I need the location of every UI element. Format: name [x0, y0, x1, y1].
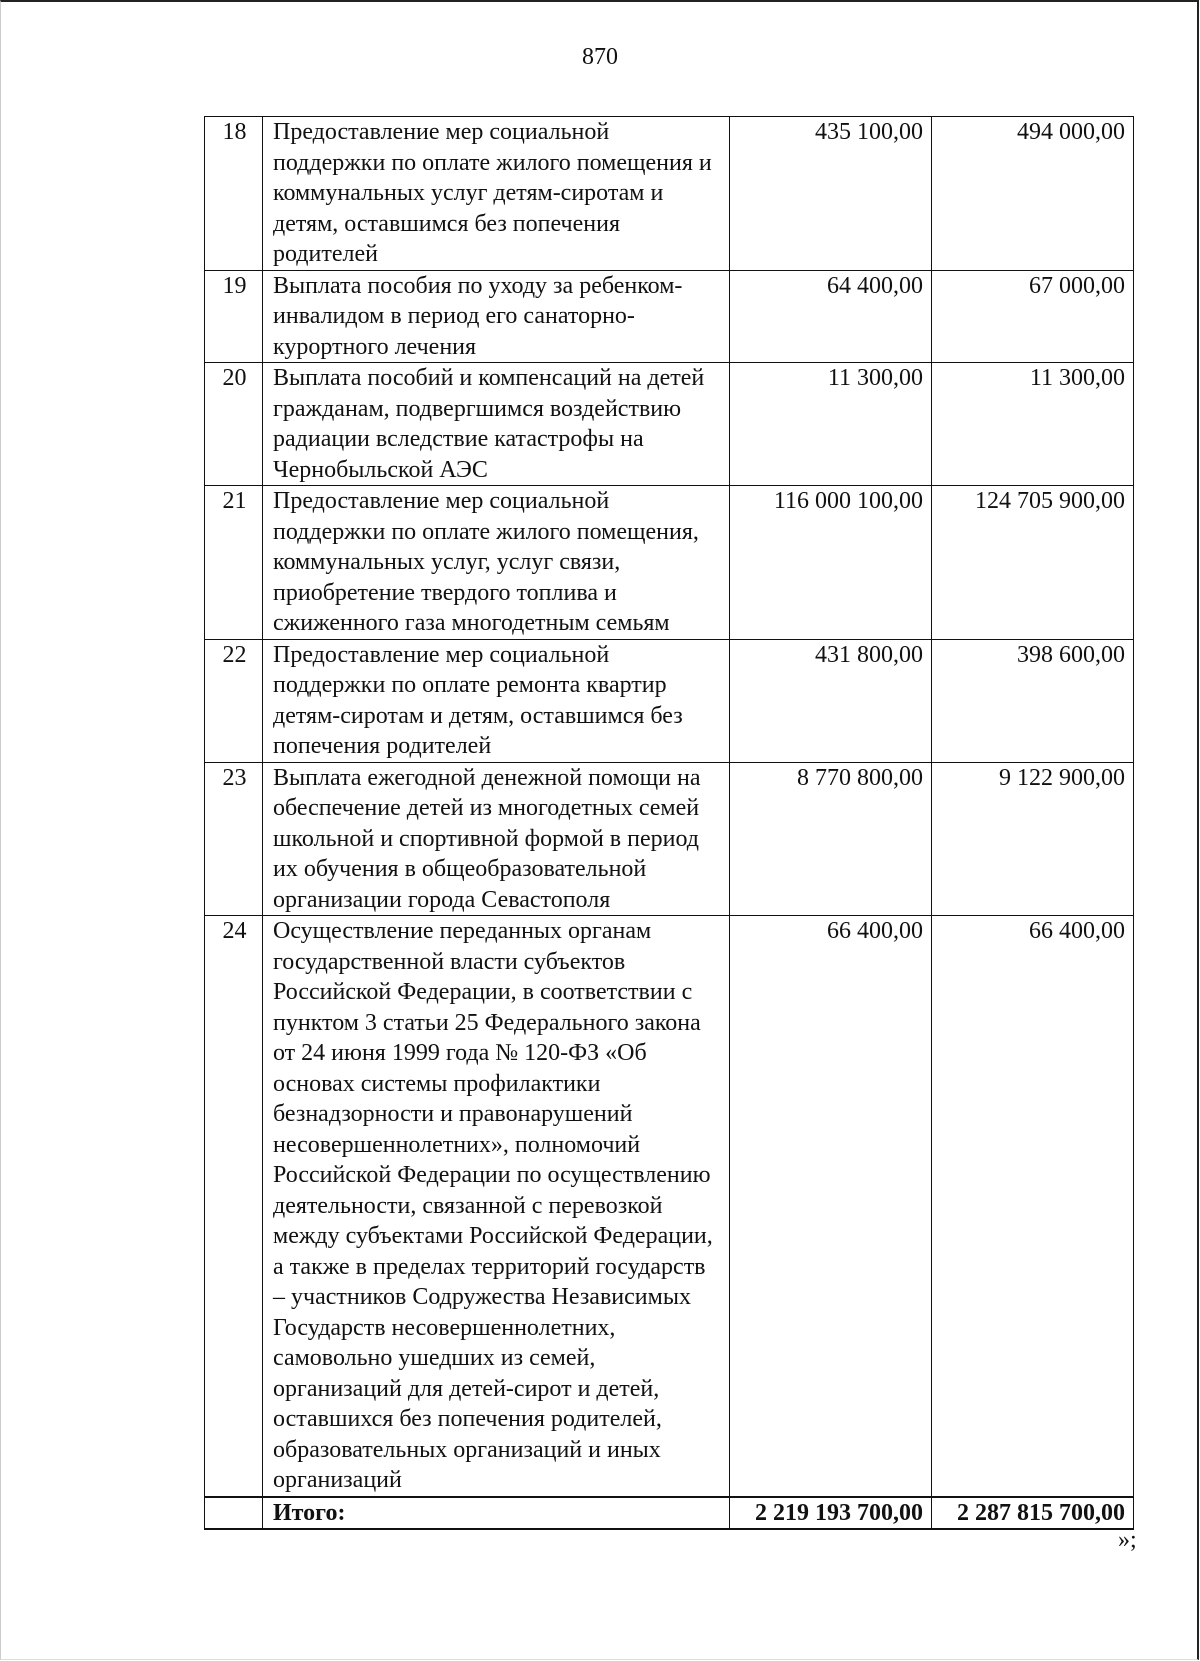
- row-description: Осуществление переданных органам государственной власти субъектов Российской Федерации, в соответствии с пунктом 3 статьи 25 Федерального закона от 24 июня 1999 года № 120-ФЗ «Об основах системы профилактики безнадзорности и правонарушений несовершеннолетних», полномочий Российской Федерации по осуществлению деятельности, связанной с перевозкой между субъектами Российской Федерации, а также в пределах территорий государств – участников Содружества Независимых Государств несовершеннолетних, самовольно ушедших из семей, организаций для детей-сирот и детей, оставшихся без попечения родителей, образовательных организаций и иных организаций: [263, 916, 730, 1497]
- closing-quote: »;: [1118, 1527, 1137, 1553]
- row-value-1: 435 100,00: [730, 117, 932, 271]
- row-value-2: 11 300,00: [932, 363, 1134, 486]
- row-number: 21: [205, 486, 263, 640]
- row-value-2: 9 122 900,00: [932, 762, 1134, 916]
- total-value-1: 2 219 193 700,00: [730, 1497, 932, 1530]
- row-number: 18: [205, 117, 263, 271]
- total-label: Итого:: [263, 1497, 730, 1530]
- row-number: 22: [205, 639, 263, 762]
- row-description: Предоставление мер социальной поддержки по оплате жилого помещения и коммунальных услуг детям-сиротам и детям, оставшимся без попечения родителей: [263, 117, 730, 271]
- row-value-1: 8 770 800,00: [730, 762, 932, 916]
- row-description: Выплата пособий и компенсаций на детей гражданам, подвергшимся воздействию радиации вследствие катастрофы на Чернобыльской АЭС: [263, 363, 730, 486]
- row-value-1: 11 300,00: [730, 363, 932, 486]
- row-value-1: 431 800,00: [730, 639, 932, 762]
- budget-table: [204, 116, 1134, 1530]
- row-value-2: 124 705 900,00: [932, 486, 1134, 640]
- total-row: [205, 1497, 1134, 1530]
- table-row: [205, 117, 1134, 271]
- row-description: Предоставление мер социальной поддержки по оплате жилого помещения, коммунальных услуг, услуг связи, приобретение твердого топлива и сжиженного газа многодетным семьям: [263, 486, 730, 640]
- row-number: 23: [205, 762, 263, 916]
- table-row: [205, 270, 1134, 363]
- total-value-2: 2 287 815 700,00: [932, 1497, 1134, 1530]
- table-row: [205, 639, 1134, 762]
- row-value-2: 66 400,00: [932, 916, 1134, 1497]
- row-value-1: 64 400,00: [730, 270, 932, 363]
- row-number: 20: [205, 363, 263, 486]
- row-description: Предоставление мер социальной поддержки по оплате ремонта квартир детям-сиротам и детям, оставшимся без попечения родителей: [263, 639, 730, 762]
- row-value-2: 67 000,00: [932, 270, 1134, 363]
- page-number: 870: [582, 44, 618, 70]
- total-num-cell: [205, 1497, 263, 1530]
- table-row: [205, 486, 1134, 640]
- table-row: [205, 762, 1134, 916]
- row-number: 19: [205, 270, 263, 363]
- row-value-1: 116 000 100,00: [730, 486, 932, 640]
- row-number: 24: [205, 916, 263, 1497]
- table-body: [205, 117, 1134, 1530]
- row-description: Выплата ежегодной денежной помощи на обеспечение детей из многодетных семей школьной и спортивной формой в период их обучения в общеобразовательной организации города Севастополя: [263, 762, 730, 916]
- row-value-1: 66 400,00: [730, 916, 932, 1497]
- row-description: Выплата пособия по уходу за ребенком-инвалидом в период его санаторно-курортного лечения: [263, 270, 730, 363]
- row-value-2: 398 600,00: [932, 639, 1134, 762]
- row-value-2: 494 000,00: [932, 117, 1134, 271]
- table-row: [205, 363, 1134, 486]
- table-row: [205, 916, 1134, 1497]
